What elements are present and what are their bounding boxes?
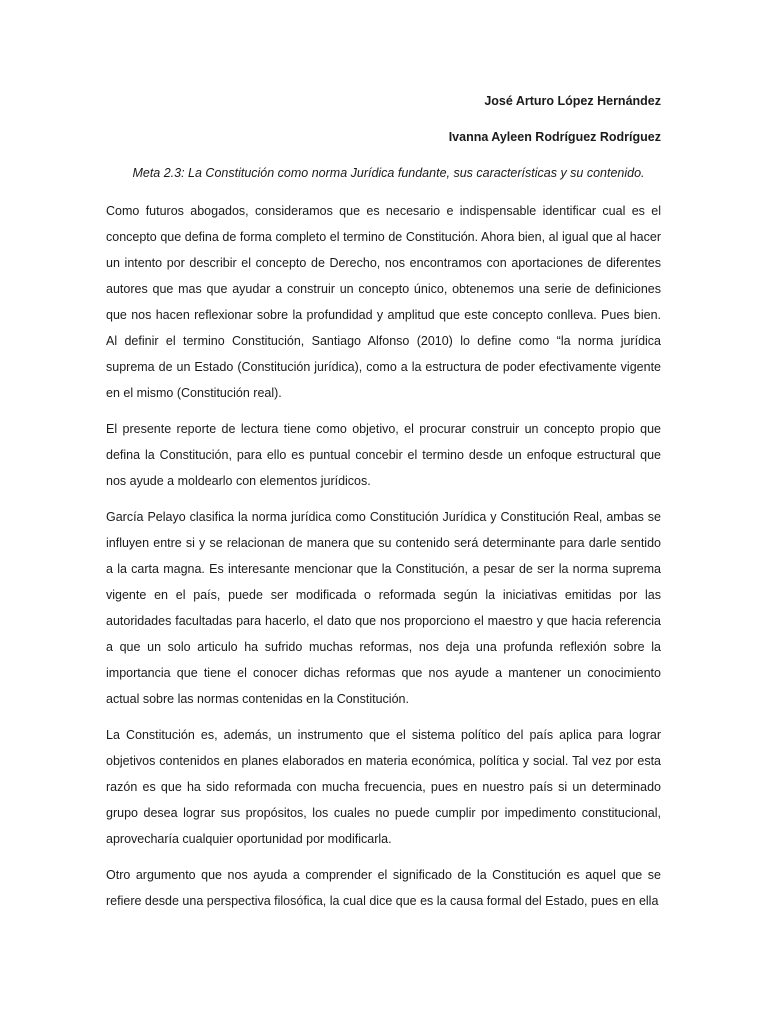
document-page [106, 80, 661, 914]
author-name: Ivanna Ayleen Rodríguez Rodríguez [448, 130, 661, 144]
body-paragraph: Otro argumento que nos ayuda a comprender el significado de la Constitución es aquel que se refiere desde una perspectiva filosófica, la cual dice que es la causa formal del Estado, pues en ella [106, 868, 661, 908]
body-paragraph: El presente reporte de lectura tiene como objetivo, el procurar construir un concepto propio que defina la Constitución, para ello es puntual concebir el termino desde un enfoque estructural que nos ayude a moldearlo con elementos jurídicos. [106, 422, 661, 488]
document-subtitle: Meta 2.3: La Constitución como norma Jurídica fundante, sus características y su contenido. [132, 166, 645, 180]
body-paragraph: García Pelayo clasifica la norma jurídica como Constitución Jurídica y Constitución Real, ambas se influyen entre si y se relacionan de manera que su contenido será determinante para darle sentido a la carta magna. Es interesante mencionar que la Constitución, a pesar de ser la norma suprema vigente en el país, puede ser modificada o reformada según la iniciativas emitidas por las autoridades facultadas para hacerlo, el dato que nos proporciono el maestro y que hacia referencia a que un solo articulo ha sufrido muchas reformas, nos deja una profunda reflexión sobre la importancia que tiene el conocer dichas reformas que nos ayude a mantener un conocimiento actual sobre las normas contenidas en la Constitución. [106, 510, 661, 706]
body-paragraph: La Constitución es, además, un instrumento que el sistema político del país aplica para lograr objetivos contenidos en planes elaborados en materia económica, política y social. Tal vez por esta razón es que ha sido reformada con mucha frecuencia, pues en nuestro país si un determinado grupo desea lograr sus propósitos, los cuales no puede cumplir por impedimento constitucional, aprovecharía cualquier oportunidad por modificarla. [106, 728, 661, 846]
body-paragraph: Como futuros abogados, consideramos que es necesario e indispensable identificar cual es el concepto que defina de forma completo el termino de Constitución. Ahora bien, al igual que al hacer un intento por describir el concepto de Derecho, nos encontramos con aportaciones de diferentes autores que mas que ayudar a construir un concepto único, obtenemos una serie de definiciones que nos hacen reflexionar sobre la profundidad y amplitud que este concepto conlleva. Pues bien. Al definir el termino Constitución, Santiago Alfonso (2010) lo define como “la norma jurídica suprema de un Estado (Constitución jurídica), como a la estructura de poder efectivamente vigente en el mismo (Constitución real). [106, 204, 661, 400]
author-name: José Arturo López Hernández [484, 94, 661, 108]
